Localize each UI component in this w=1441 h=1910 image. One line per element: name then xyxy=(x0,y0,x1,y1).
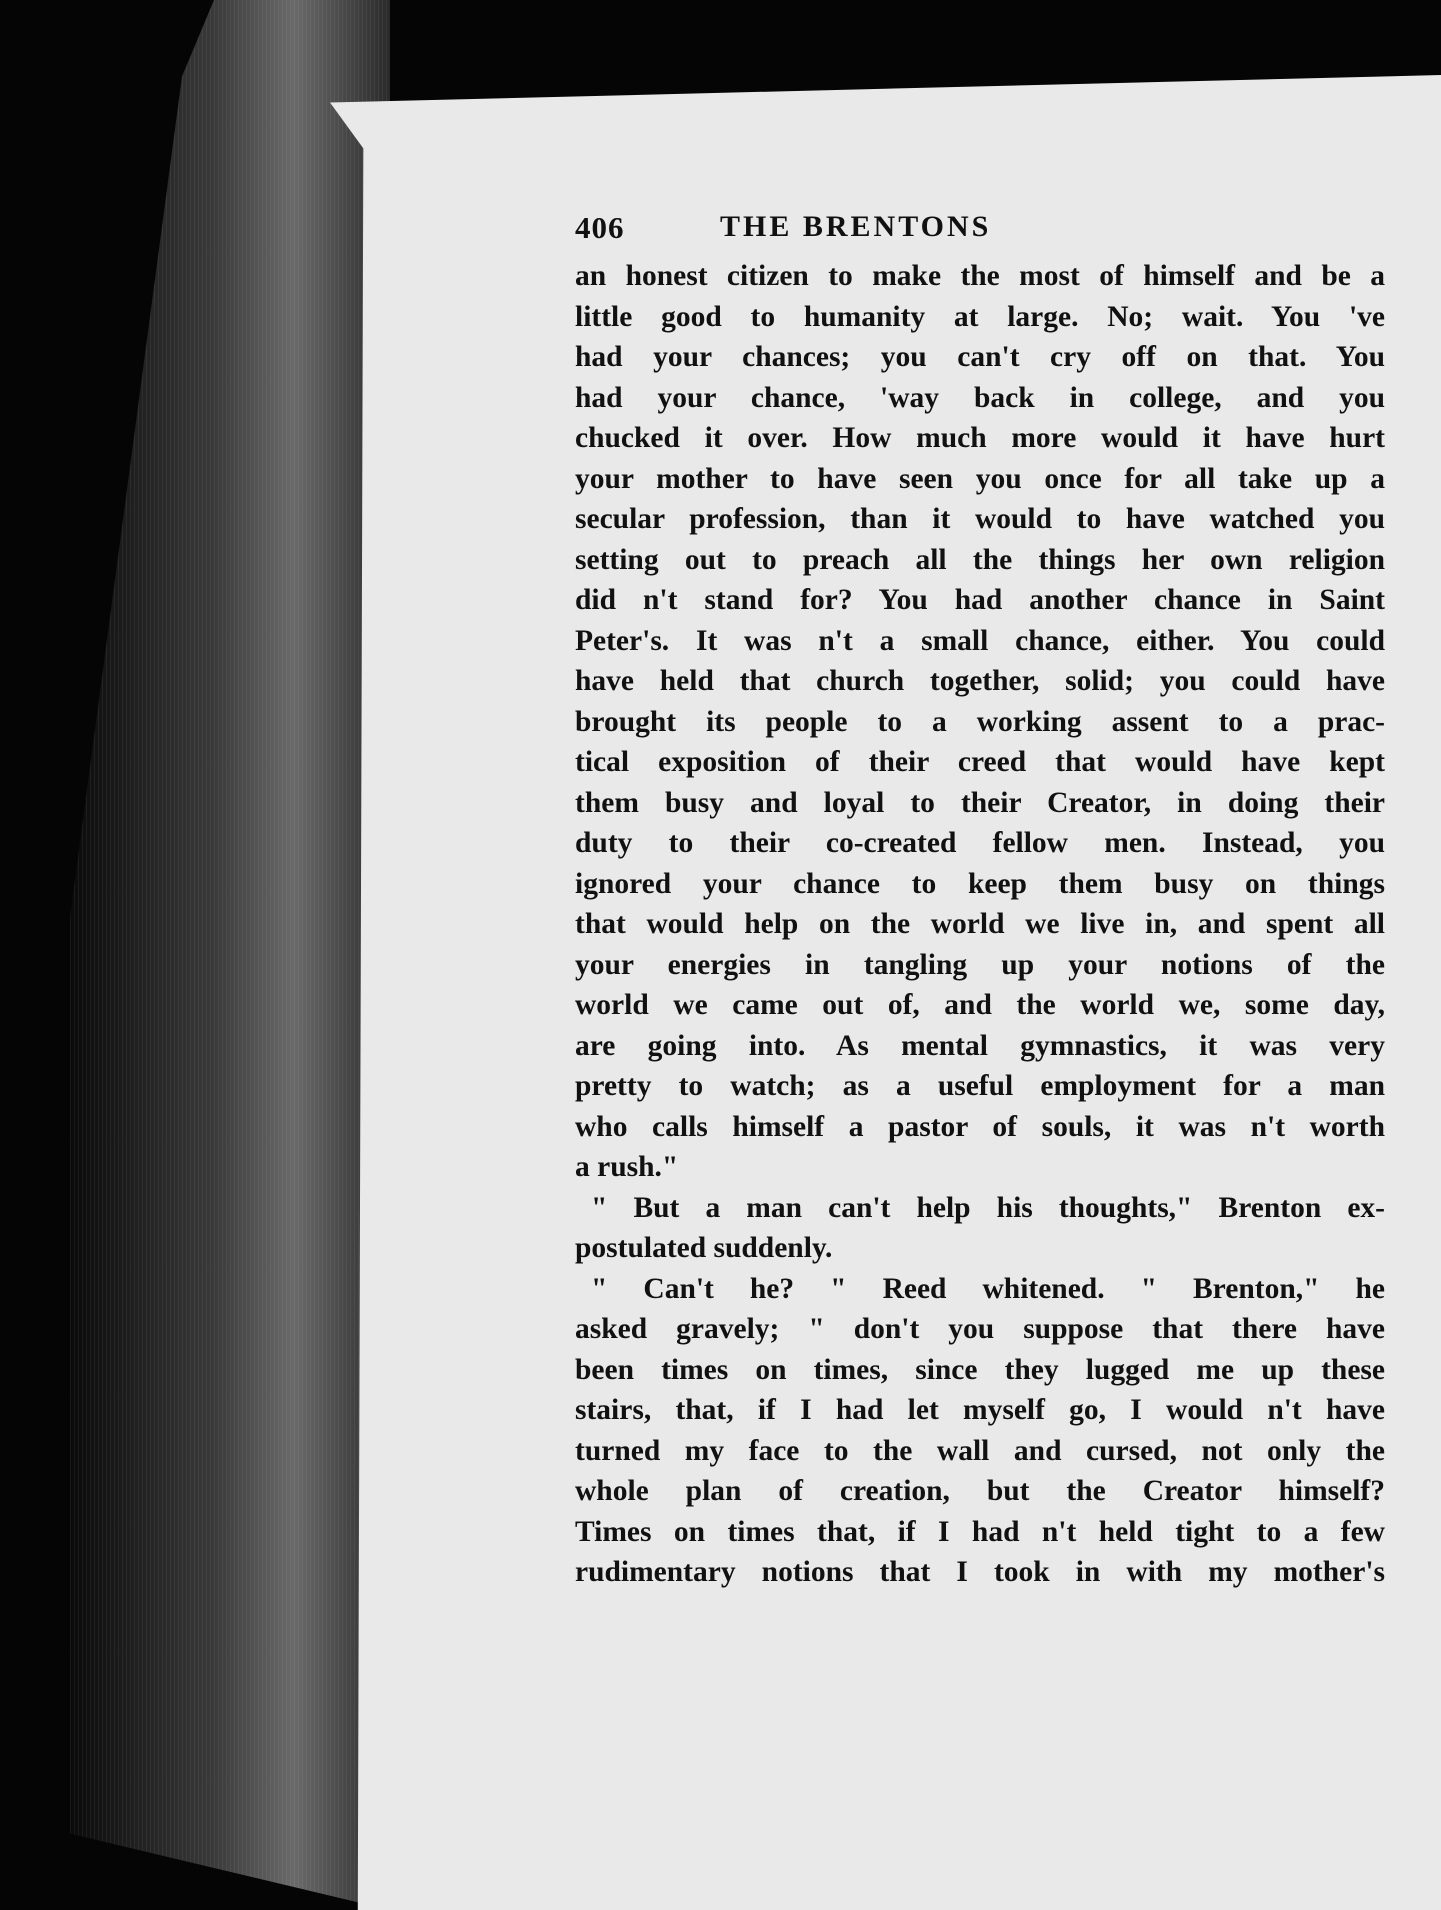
text-line: brought its people to a working assent to a prac- xyxy=(575,705,1385,738)
text-line: asked gravely; " don't you suppose that there have xyxy=(575,1313,1385,1345)
text-line: whole plan of creation, but the Creator himself? xyxy=(575,1475,1385,1507)
text-line: Times on times that, if I had n't held tight to a few xyxy=(575,1515,1385,1548)
text-line: have held that church together, solid; you could have xyxy=(575,665,1385,697)
text-line: your energies in tangling up your notions of the xyxy=(575,948,1385,981)
text-line: postulated suddenly. xyxy=(575,1232,833,1264)
text-line: tical exposition of their creed that would have kept xyxy=(575,746,1385,778)
text-line: Peter's. It was n't a small chance, either. You could xyxy=(575,624,1385,657)
text-line: did n't stand for? You had another chance in Saint xyxy=(575,584,1385,616)
text-line: a rush." xyxy=(575,1151,679,1183)
text-line: pretty to watch; as a useful employment for a man xyxy=(575,1070,1385,1102)
page-number: 406 xyxy=(575,210,625,245)
book-page-edges xyxy=(70,0,390,1910)
text-line: setting out to preach all the things her own religion xyxy=(575,543,1385,576)
running-head xyxy=(575,200,1385,256)
text-line: turned my face to the wall and cursed, not only the xyxy=(575,1434,1385,1467)
page-text-block xyxy=(575,200,1385,1593)
text-line: your mother to have seen you once for all take up a xyxy=(575,462,1385,495)
book-title: THE BRENTONS xyxy=(720,210,992,243)
text-line: ignored your chance to keep them busy on things xyxy=(575,867,1385,900)
text-line: are going into. As mental gymnastics, it was very xyxy=(575,1029,1385,1062)
text-line: an honest citizen to make the most of himself and be a xyxy=(575,260,1385,292)
text-line: " Can't he? " Reed whitened. " Brenton," he xyxy=(591,1272,1385,1305)
text-line: been times on times, since they lugged me up these xyxy=(575,1353,1385,1386)
text-line: duty to their co-created fellow men. Instead, you xyxy=(575,827,1385,859)
text-line: them busy and loyal to their Creator, in doing their xyxy=(575,786,1385,819)
body-text xyxy=(575,256,1385,1593)
text-line: rudimentary notions that I took in with my mother's xyxy=(575,1556,1385,1588)
text-line: " But a man can't help his thoughts," Brenton ex- xyxy=(591,1191,1385,1224)
text-line: had your chance, 'way back in college, and you xyxy=(575,381,1385,414)
text-line: chucked it over. How much more would it have hurt xyxy=(575,422,1385,454)
text-line: that would help on the world we live in, and spent all xyxy=(575,908,1385,940)
text-line: world we came out of, and the world we, some day, xyxy=(575,989,1385,1021)
text-line: who calls himself a pastor of souls, it was n't worth xyxy=(575,1110,1385,1143)
text-line: little good to humanity at large. No; wait. You 've xyxy=(575,300,1385,333)
text-line: had your chances; you can't cry off on that. You xyxy=(575,341,1385,373)
text-line: secular profession, than it would to have watched you xyxy=(575,503,1385,535)
text-line: stairs, that, if I had let myself go, I would n't have xyxy=(575,1394,1385,1426)
